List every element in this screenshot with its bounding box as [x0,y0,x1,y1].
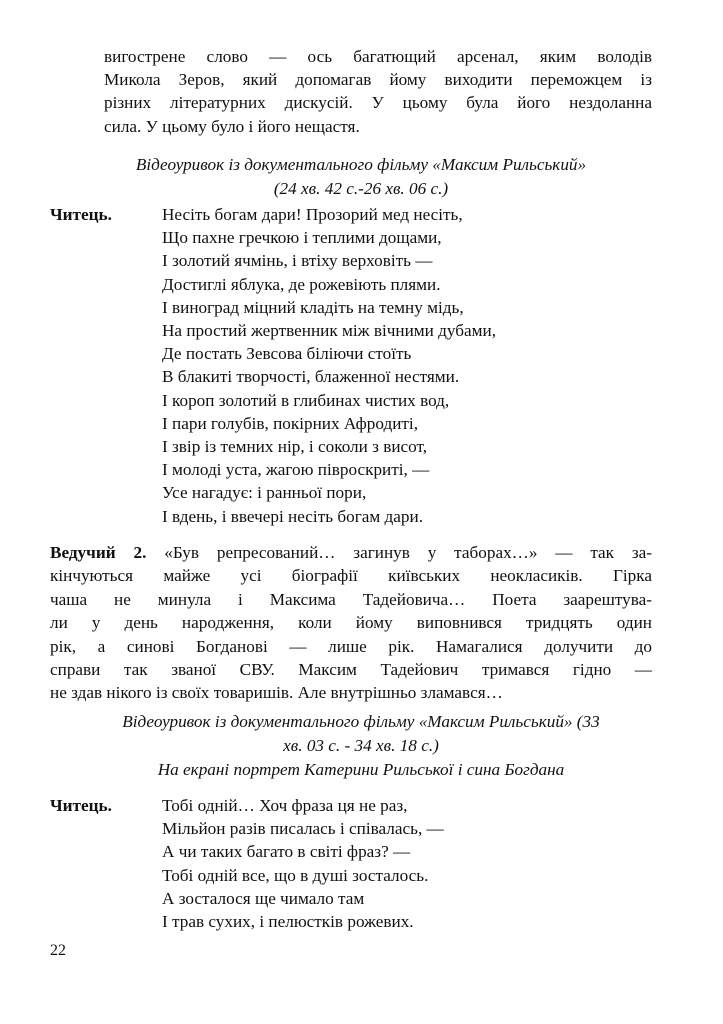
text-line: Микола Зеров, який допомагав йому виходити переможцем із [104,70,652,90]
text-fragment: «Був репресований… загинув у таборах…» — так за- [164,543,653,562]
text-line: сила. У цьому було і його нещастя. [104,116,360,136]
verse-line: Мільйон разів писалась і співалась, — [162,819,444,839]
verse-line: І звір із темних нір, і соколи з висот, [162,437,428,457]
caption-line: (24 хв. 42 с.-26 хв. 06 с.) [273,179,449,198]
verse-line: Де постать Зевсова біліючи стоїть [162,344,412,364]
video-caption-2 [50,710,672,782]
intro-paragraph [104,45,652,138]
verse-line: Що пахне гречкою і теплими дощами, [162,228,442,248]
text-line: кінчуються майже усі біографії київських неокласиків. Гірка [50,566,652,586]
speaker-label: Читець. [50,796,112,815]
text-line: чаша не минула і Максима Тадейовича… Поета заарештува- [50,589,652,609]
verse-line: І золотий ячмінь, і втіху верховіть — [162,251,433,271]
caption-line: Відеоуривок із документального фільму «Максим Рильський» [135,155,587,174]
poem-verse-1 [162,203,496,528]
verse-line: Усе нагадує: і ранньої пори, [162,483,367,503]
text-line: справи так званої СВУ. Максим Тадейович тримався гідно — [50,660,652,680]
verse-line: А зосталося ще чимало там [162,888,365,908]
caption-line: Відеоуривок із документального фільму «Максим Рильський» (33 [122,712,600,731]
verse-line: І виноград міцний кладіть на темну мідь, [162,297,464,317]
verse-line: І трав сухих, і пелюстків рожевих. [162,912,414,932]
verse-line: І молоді уста, жагою півроскриті, — [162,460,430,480]
verse-line: А чи таких багато в світі фраз? — [162,842,411,862]
speaker-label: Читець. [50,205,112,224]
verse-line: Тобі одній все, що в душі зосталось. [162,865,429,885]
host-paragraph [50,541,652,705]
verse-line: Несіть богам дари! Прозорий мед несіть, [162,205,463,224]
verse-line: І пари голубів, покірних Афродиті, [162,413,419,433]
verse-line: Достиглі яблука, де рожевіють плями. [162,274,441,294]
caption-line: хв. 03 с. - 34 хв. 18 с.) [283,736,439,755]
text-line: рік, а синові Богданові — лише рік. Намагалися долучити до [50,636,652,656]
video-caption-1 [50,153,672,201]
verse-line: На простий жертвенник між вічними дубами, [162,321,497,341]
caption-line: На екрані портрет Катерини Рильської і сина Богдана [157,760,565,779]
verse-line: І короп золотий в глибинах чистих вод, [162,390,450,410]
verse-line: Тобі одній… Хоч фраза ця не раз, [162,796,408,815]
text-line: ли у день народження, коли йому виповнився тридцять один [50,613,652,633]
text-line: вигострене слово — ось багатющий арсенал, яким володів [104,47,652,66]
verse-line: В блакиті творчості, блаженної нестями. [162,367,460,387]
text-line [50,541,652,564]
poem-verse-2 [162,794,444,933]
speaker-label: Ведучий 2. [50,543,147,562]
text-line: не здав нікого із своїх товаришів. Але внутрішньо зламався… [50,683,503,703]
text-line: різних літературних дискусій. У цьому була його нездоланна [104,93,652,113]
verse-line: І вдень, і ввечері несіть богам дари. [162,506,424,526]
page-number: 22 [50,942,66,959]
